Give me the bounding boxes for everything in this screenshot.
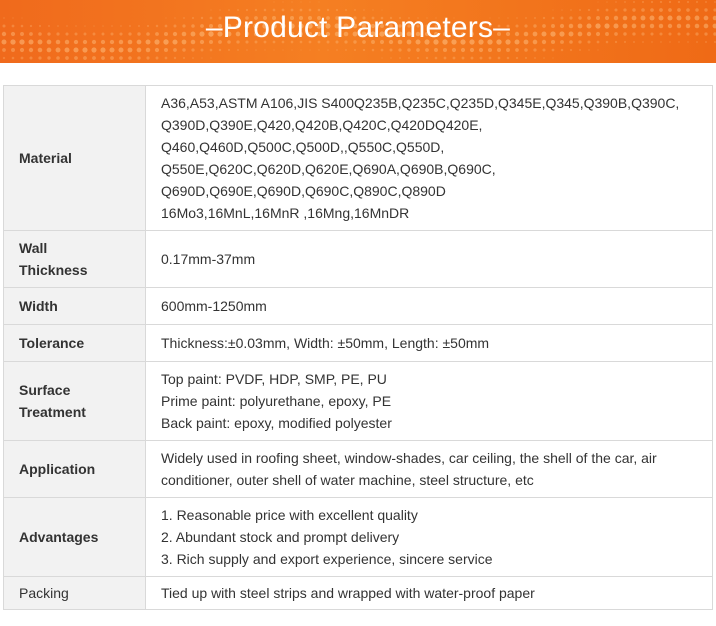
header-banner [0, 0, 716, 63]
value-line: Thickness:±0.03mm, Width: ±50mm, Length: ±50mm [161, 335, 490, 351]
row-value [146, 362, 713, 441]
row-advantages [4, 498, 713, 577]
value-line: 16Mo3,16MnL,16MnR ,16Mng,16MnDR [161, 205, 410, 221]
value-line: 0.17mm-37mm [161, 251, 256, 267]
label-line: Wall [19, 240, 48, 256]
value-line: 3. Rich supply and export experience, sincere service [161, 551, 493, 567]
value-line: conditioner, outer shell of water machine, steel structure, etc [161, 472, 534, 488]
row-label: Packing [4, 577, 146, 610]
value-line: Prime paint: polyurethane, epoxy, PE [161, 393, 392, 409]
row-application [4, 441, 713, 498]
row-value [146, 288, 713, 325]
row-label: Width [4, 288, 146, 325]
row-label: Advantages [4, 498, 146, 577]
label-line: Thickness [19, 262, 88, 278]
row-label: Tolerance [4, 325, 146, 362]
row-value [146, 231, 713, 288]
row-value [146, 325, 713, 362]
row-value [146, 86, 713, 231]
page-title: –Product Parameters– [205, 11, 511, 44]
row-surface-treatment [4, 362, 713, 441]
value-line: Top paint: PVDF, HDP, SMP, PE, PU [161, 371, 387, 387]
value-line: Tied up with steel strips and wrapped with water-proof paper [161, 585, 535, 601]
value-line: A36,A53,ASTM A106,JIS S400Q235B,Q235C,Q235D,Q345E,Q345,Q390B,Q390C, [161, 95, 680, 111]
row-value [146, 441, 713, 498]
row-wall-thickness [4, 231, 713, 288]
row-packing [4, 577, 713, 610]
value-line: Q690D,Q690E,Q690D,Q690C,Q890C,Q890D [161, 183, 446, 199]
value-line: Widely used in roofing sheet, window-shades, car ceiling, the shell of the car, air [161, 450, 657, 466]
product-parameters-table [3, 85, 713, 610]
value-line: 1. Reasonable price with excellent quality [161, 507, 418, 523]
value-line: Q390D,Q390E,Q420,Q420B,Q420C,Q420DQ420E, [161, 117, 483, 133]
row-value [146, 498, 713, 577]
row-label [4, 231, 146, 288]
row-tolerance [4, 325, 713, 362]
row-value [146, 577, 713, 610]
row-label: Application [4, 441, 146, 498]
value-line: Q550E,Q620C,Q620D,Q620E,Q690A,Q690B,Q690C, [161, 161, 496, 177]
label-line: Treatment [19, 404, 86, 420]
label-line: Surface [19, 382, 71, 398]
value-line: Back paint: epoxy, modified polyester [161, 415, 392, 431]
row-material [4, 86, 713, 231]
value-line: Q460,Q460D,Q500C,Q500D,,Q550C,Q550D, [161, 139, 445, 155]
row-label [4, 362, 146, 441]
value-line: 2. Abundant stock and prompt delivery [161, 529, 400, 545]
row-width [4, 288, 713, 325]
value-line: 600mm-1250mm [161, 298, 267, 314]
row-label: Material [4, 86, 146, 231]
